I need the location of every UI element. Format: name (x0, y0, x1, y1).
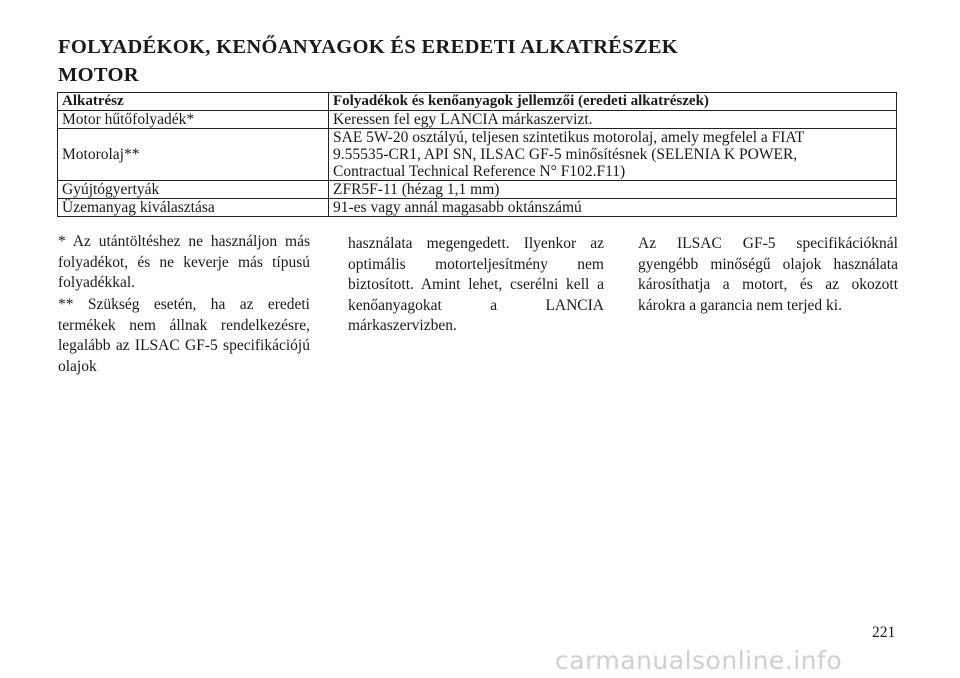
cell-spec (329, 129, 897, 181)
table-row (58, 199, 897, 217)
footnote-oil: ** Szükség esetén, ha az eredeti termékek nem állnak rendelkezésre, legalább az ILSAC GF-5 specifikációjú olajok (58, 296, 310, 375)
table-row (58, 111, 897, 129)
warning-text: Az ILSAC GF-5 specifikációknál gyengébb minőségű olajok használata károsíthatja a motort, és az okozott károkra a garancia nem terjed ki. (638, 235, 898, 314)
fluids-table (57, 92, 897, 217)
watermark: carmanualsonline.info (555, 646, 843, 675)
cell-spec: Keressen fel egy LANCIA márkaszervizt. (329, 111, 897, 129)
cell-spec: 91-es vagy annál magasabb oktánszámú (329, 199, 897, 217)
cell-spec: ZFR5F-11 (hézag 1,1 mm) (329, 181, 897, 199)
column-header-part: Alkatrész (58, 93, 329, 111)
cell-part: Motor hűtőfolyadék* (58, 111, 329, 129)
cell-part: Gyújtógyertyák (58, 181, 329, 199)
footnote-coolant: * Az utántöltéshez ne használjon más folyadékot, és ne keverje más típusú folyadékkal. (58, 233, 310, 291)
spec-line: SAE 5W-20 osztályú, teljesen szintetikus motorolaj, amely megfelel a FIAT (333, 129, 805, 146)
cell-part: Üzemanyag kiválasztása (58, 199, 329, 217)
spec-line: 9.55535-CR1, API SN, ILSAC GF-5 minősítésnek (SELENIA K POWER, (333, 146, 798, 163)
section-title: MOTOR (58, 64, 139, 86)
table-row (58, 129, 897, 181)
column-header-spec: Folyadékok és kenőanyagok jellemzői (eredeti alkatrészek) (329, 93, 897, 111)
footnote-oil-continued: használata megengedett. Ilyenkor az optimális motorteljesítmény nem biztosított. Amint lehet, cserélni kell a kenőanyagokat a LANCIA márkaszervizben. (348, 235, 604, 334)
cell-part: Motorolaj** (58, 129, 329, 181)
table-row (58, 181, 897, 199)
page-title: FOLYADÉKOK, KENŐANYAGOK ÉS EREDETI ALKATRÉSZEK (58, 36, 679, 58)
table-header-row (58, 93, 897, 111)
page-number: 221 (872, 624, 896, 641)
spec-line: Contractual Technical Reference N° F102.F11) (333, 163, 626, 180)
